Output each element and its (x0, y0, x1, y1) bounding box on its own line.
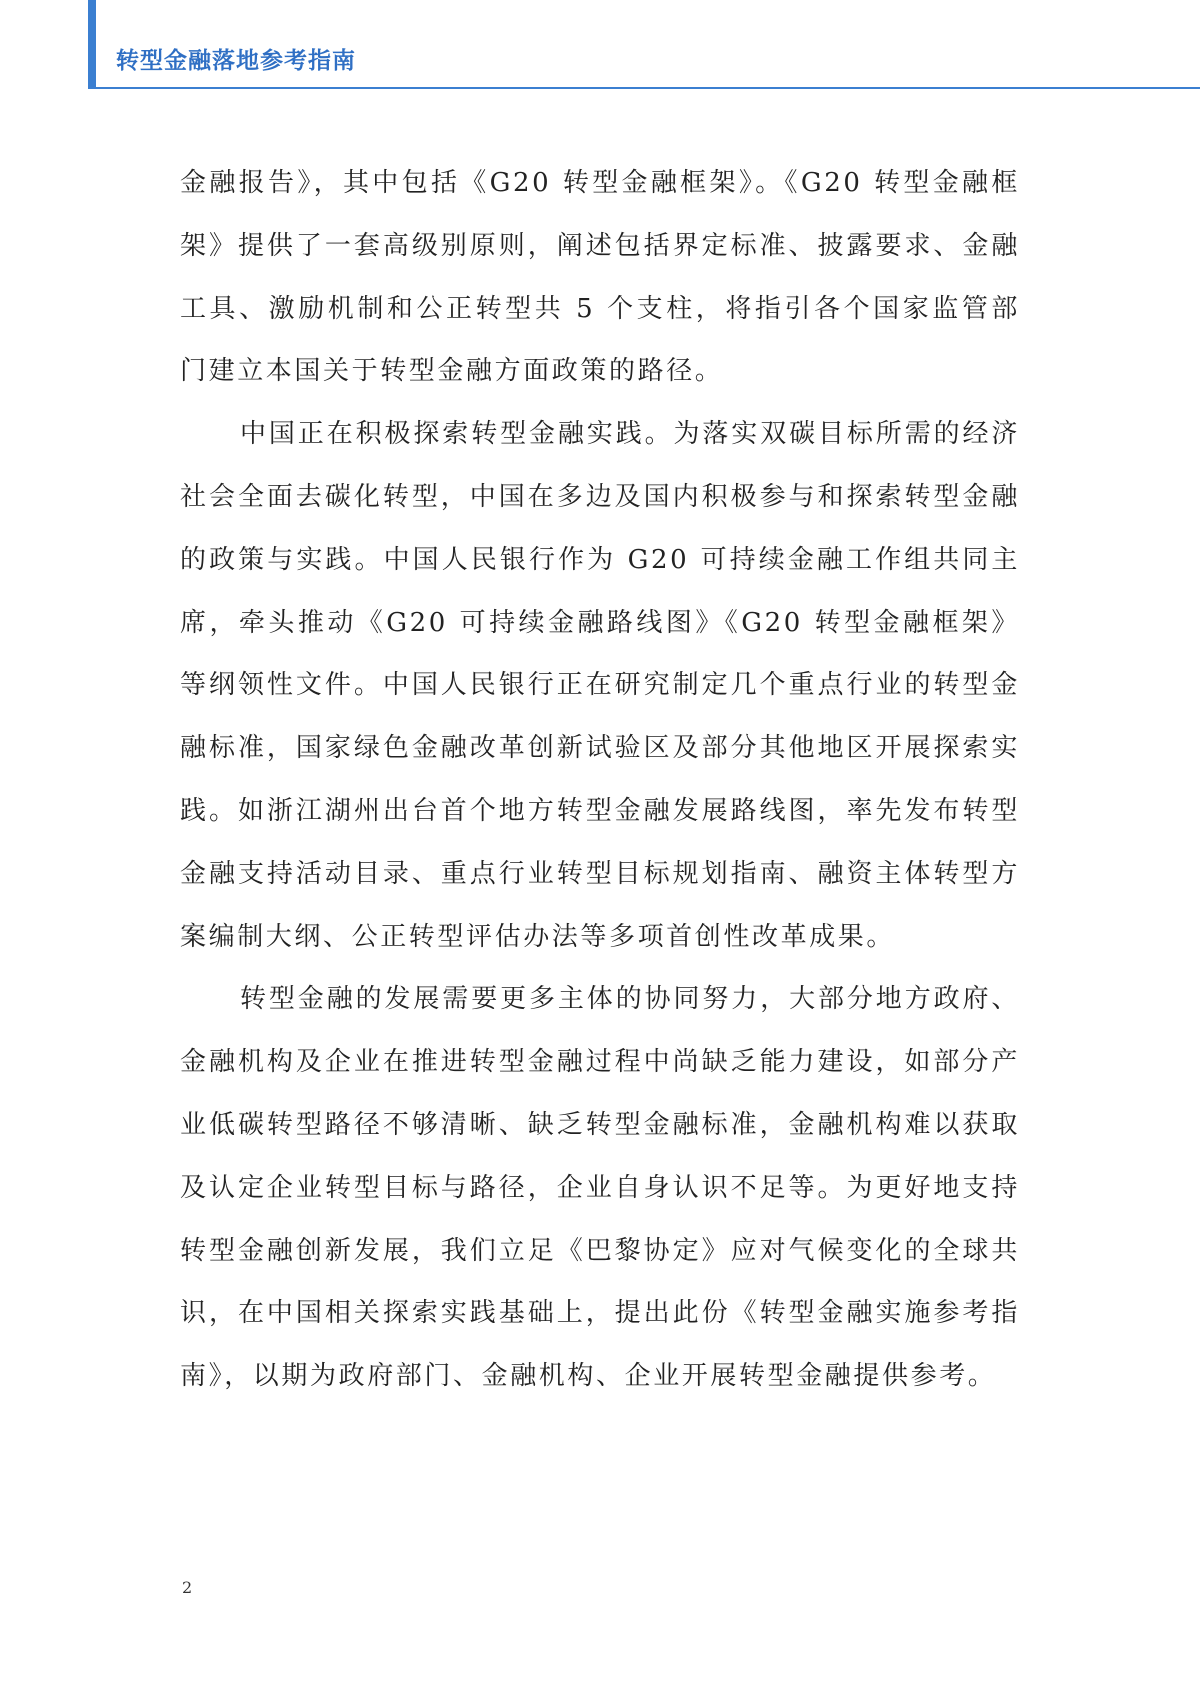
paragraph-1: 金融报告》，其中包括《G20 转型金融框架》。《G20 转型金融框架》提供了一套高级别原则，阐述包括界定标准、披露要求、金融工具、激励机制和公正转型共 5 个支柱，将指引各个国家监管部门建立本国关于转型金融方面政策的路径。 (180, 168, 1020, 387)
body-text (180, 152, 1020, 1408)
running-header-title: 转型金融落地参考指南 (116, 48, 356, 74)
paragraph-2: 中国正在积极探索转型金融实践。为落实双碳目标所需的经济社会全面去碳化转型，中国在多边及国内积极参与和探索转型金融的政策与实践。中国人民银行作为 G20 可持续金融工作组共同主席，牵头推动《G20 可持续金融路线图》《G20 转型金融框架》等纲领性文件。中国人民银行正在研究制定几个重点行业的转型金融标准，国家绿色金融改革创新试验区及部分其他地区开展探索实践。如浙江湖州出台首个地方转型金融发展路线图，率先发布转型金融支持活动目录、重点行业转型目标规划指南、融资主体转型方案编制大纲、公正转型评估办法等多项首创性改革成果。 (180, 419, 1020, 952)
page-number: 2 (182, 1578, 193, 1597)
paragraph-3: 转型金融的发展需要更多主体的协同努力，大部分地方政府、金融机构及企业在推进转型金融过程中尚缺乏能力建设，如部分产业低碳转型路径不够清晰、缺乏转型金融标准，金融机构难以获取及认定企业转型目标与路径，企业自身认识不足等。为更好地支持转型金融创新发展，我们立足《巴黎协定》应对气候变化的全球共识，在中国相关探索实践基础上，提出此份《转型金融实施参考指南》，以期为政府部门、金融机构、企业开展转型金融提供参考。 (180, 984, 1020, 1392)
header-divider (88, 87, 1200, 89)
header-accent-bar (88, 0, 96, 88)
